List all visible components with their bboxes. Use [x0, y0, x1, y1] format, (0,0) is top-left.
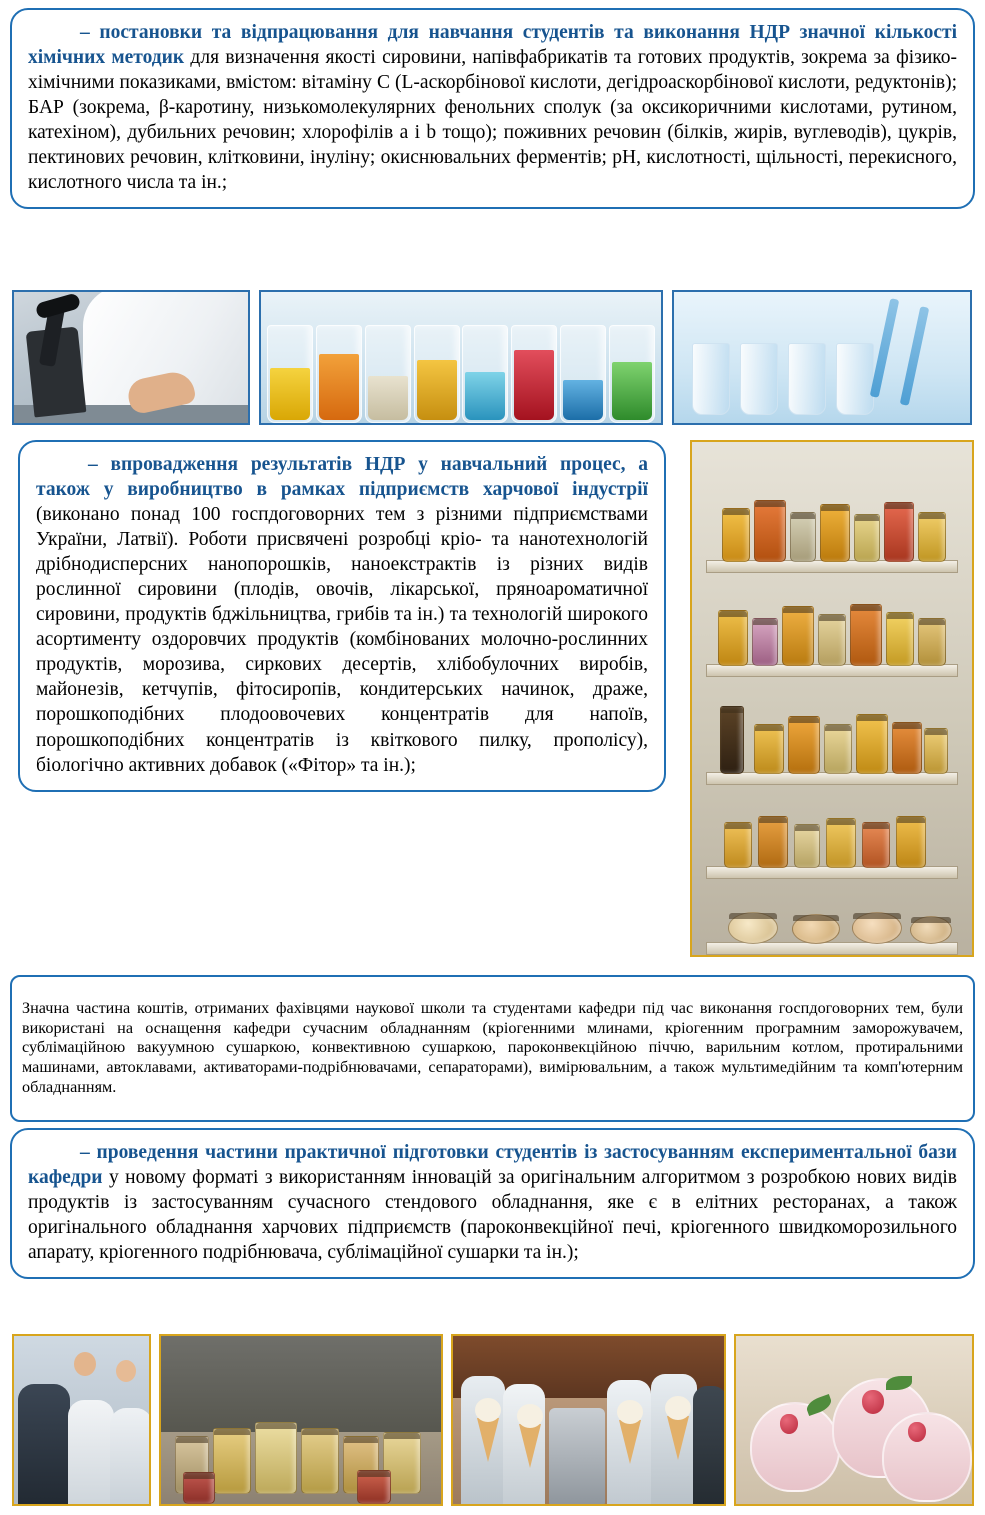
product-jar: [918, 618, 946, 666]
pipette-test-tubes-photo: [672, 290, 972, 425]
test-tube-shape: [692, 343, 730, 415]
product-plate: [728, 912, 778, 944]
product-jar: [856, 714, 888, 774]
person-shape: [693, 1386, 726, 1506]
ice-cream-scoop: [517, 1404, 543, 1428]
paragraph-equipment: Значна частина коштів, отриманих фахівцями наукової школи та студентами кафедри під час виконання госпдоговорних тем, були використані на оснащення кафедри сучасним обладнанням (кріогенними млинами, кріогенним програмним заморожувачем, сублімаційною вакуумною сушаркою, конвективною сушаркою, пароконвекційною піччю, варильним котлом, протиральними машинами, автоклавами, активаторами-подрібнювачами, сепараторами), вимірювальним, а також мультимедійним та комп'ютерним обладнанням.: [22, 999, 963, 1096]
product-jar: [722, 508, 750, 562]
students-ice-cream-cones-photo: [451, 1334, 726, 1506]
image-strip-practice: [12, 1334, 974, 1506]
product-jar: [255, 1422, 297, 1494]
beaker-shape: [462, 325, 508, 423]
beaker-shape: [316, 325, 362, 423]
beaker-shape: [511, 325, 557, 423]
test-tube-shape: [836, 343, 874, 415]
ice-cream-scoop: [475, 1398, 501, 1422]
face-shape: [74, 1352, 96, 1376]
pipette-shape: [900, 306, 930, 406]
strawberry: [780, 1414, 798, 1434]
paragraph-lead-implementation: – впровадження результатів НДР у навчальний процес, а також у виробництво в рамках підприємств харчової індустрії: [36, 454, 648, 501]
ice-cream-scoop: [665, 1396, 691, 1420]
product-jar: [892, 722, 922, 774]
product-jar: [850, 604, 882, 666]
product-jar: [794, 824, 820, 868]
strawberry-dessert-photo: [734, 1334, 974, 1506]
product-jar: [782, 606, 814, 666]
text-block-practical-training: [10, 1128, 975, 1279]
product-jar: [862, 822, 890, 868]
product-jar: [818, 614, 846, 666]
product-jar: [820, 504, 850, 562]
beaker-shape: [414, 325, 460, 423]
jars-products-photo: [159, 1334, 443, 1506]
ice-cream-cone: [619, 1420, 641, 1464]
beaker-shape: [560, 325, 606, 423]
person-shape: [110, 1408, 151, 1504]
background-wall: [161, 1336, 441, 1432]
product-jar: [886, 612, 914, 666]
product-plate: [910, 916, 952, 944]
paragraph-body-methods: для визначення якості сировини, напівфабрикатів та готових продуктів, зокрема за фізико-хімічними показиками, вмістом: вітаміну C (L-аскорбінової кислоти, дегідроаскорбінової кислоти, редуктонів); БАР (зокрема, β-каротину, низькомолекулярних фенольних сполук (за оксикоричними кислотами, рутином, катехіном), дубильних речовин; хлорофілів a i b тощо); поживних речовин (білків, жирів, вуглеводів), цукрів, пектинових речовин, клітковини, інуліну; окиснювальних ферментів; pH, кислотності, щільності, перекисного, кислотного числа та ін.;: [28, 47, 957, 194]
product-jar: [213, 1428, 251, 1494]
text-block-equipment: [10, 975, 975, 1122]
product-jar: [718, 610, 748, 666]
paragraph-lead-practical-training: – проведення частини практичної підготовки студентів із застосуванням експериментальної бази кафедри: [28, 1142, 957, 1189]
product-jar: [758, 816, 788, 868]
product-jar: [752, 618, 778, 666]
test-tube-shape: [740, 343, 778, 415]
face-shape: [116, 1360, 136, 1382]
paragraph-lead-methods: – постановки та відпрацювання для навчання студентів та виконання НДР значної кількості хімічних методик: [28, 22, 957, 69]
product-jar: [826, 818, 856, 868]
dessert-cup: [882, 1412, 972, 1502]
product-shelf-photo: [690, 440, 974, 957]
microscope-photo: [12, 290, 250, 425]
ice-cream-cone: [519, 1424, 541, 1468]
paragraph-practical-training: [28, 1140, 957, 1265]
paragraph-implementation: [36, 452, 648, 778]
paragraph-body-implementation: (виконано понад 100 госпдоговорних тем з різними підприємствами України, Латвії). Роботи присвячені розробці кріо- та нанотехнологій дрібнодисперсних нанопорошків, наноекстрактів із різних видів рослинної сировини (плодів, овочів, лікарської, пряноароматичної сировини, продуктів бджільництва, грибів та ін.) та технологій широкого асортименту оздоровчих продуктів (комбінованих молочно-рослинних продуктів, морозива, сиркових десертів, хлібобулочних виробів, майонезів, кетчупів, фітосиропів, кондитерських начинок, драже, порошкоподібних плодоовочевих концентратів для напоїв, порошкоподібних концентратів із квіткового пилку, прополісу), біологічно активних добавок («Фітор» та ін.);: [36, 504, 648, 776]
beaker-shape: [609, 325, 655, 423]
product-jar: [924, 728, 948, 774]
students-lab-photo: [12, 1334, 151, 1506]
pipette-shape: [870, 298, 900, 398]
paragraph-methods: [28, 20, 957, 195]
product-jar: [754, 500, 786, 562]
beaker-shape: [267, 325, 313, 423]
product-jar: [884, 502, 914, 562]
product-jar: [724, 822, 752, 868]
cryogenic-vessel: [549, 1408, 605, 1506]
ice-cream-cone: [477, 1418, 499, 1462]
test-tube-shape: [788, 343, 826, 415]
product-bottle: [720, 706, 744, 774]
text-block-methods: [10, 8, 975, 209]
product-jar: [854, 514, 880, 562]
product-jar: [788, 716, 820, 774]
product-plate: [852, 912, 902, 944]
product-jar: [824, 724, 852, 774]
colored-beakers-photo: [259, 290, 663, 425]
shelf-board: [706, 942, 958, 955]
image-strip-lab: [12, 290, 974, 425]
product-jar: [183, 1472, 215, 1504]
person-shape: [68, 1400, 114, 1504]
product-jar: [896, 816, 926, 868]
product-jar: [790, 512, 816, 562]
product-jar: [918, 512, 946, 562]
product-plate: [792, 914, 840, 944]
product-jar: [357, 1470, 391, 1504]
text-block-implementation: [18, 440, 666, 792]
ice-cream-scoop: [617, 1400, 643, 1424]
strawberry: [908, 1422, 926, 1442]
product-jar: [301, 1428, 339, 1494]
beaker-shape: [365, 325, 411, 423]
strawberry: [862, 1390, 884, 1414]
ice-cream-cone: [667, 1416, 689, 1460]
product-jar: [754, 724, 784, 774]
paragraph-body-practical-training: у новому форматі з використанням інновацій за оригінальним алгоритмом з розробкою нових видів продуктів із застосуванням сучасного стендового обладнання, яке є в елітних ресторанах, а також оригінального обладнання харчових підприємств (пароконвекційної печі, кріогенного швидкоморозильного апарату, кріогенного подрібнювача, сублімаційної сушарки та ін.);: [28, 1167, 957, 1264]
person-shape: [18, 1384, 70, 1504]
